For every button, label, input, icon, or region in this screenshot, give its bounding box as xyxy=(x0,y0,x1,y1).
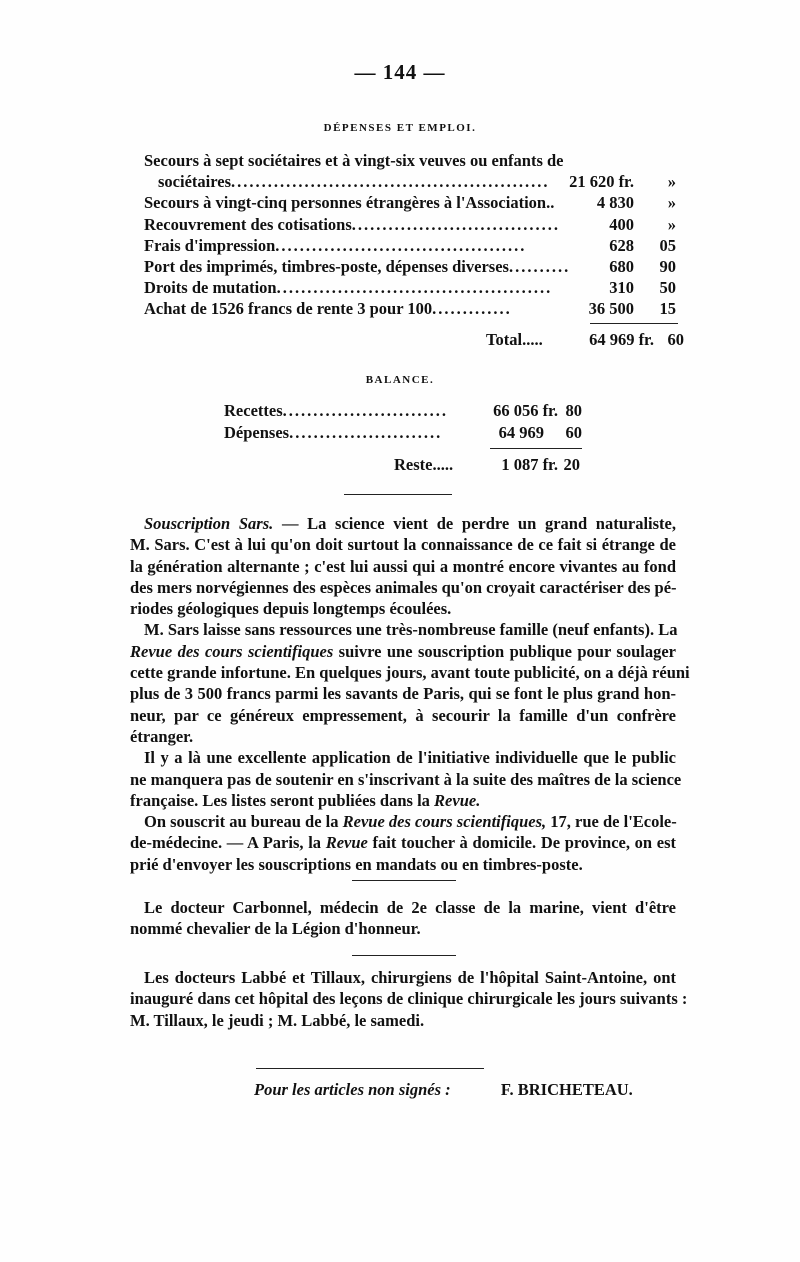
text-line: Il y a là une excellente application de l'initiative individuelle que le public xyxy=(144,748,676,768)
sars-article xyxy=(130,513,690,875)
expense-label-dotted: Frais d'impression......................................... xyxy=(144,235,527,255)
expense-amount: 680 xyxy=(609,256,634,276)
text-line: cette grande infortune. En quelques jours, avant toute publicité, on a déjà réuni xyxy=(130,663,690,683)
balance-table xyxy=(224,400,594,444)
expense-cents: » xyxy=(667,214,676,234)
expense-row xyxy=(144,150,684,171)
expense-row xyxy=(144,214,684,235)
expense-label: Recouvrement des cotisations xyxy=(144,214,352,234)
text-line: étranger. xyxy=(130,726,194,746)
expense-label: Frais d'impression xyxy=(144,235,276,255)
expense-label-dotted: Port des imprimés, timbres-poste, dépenses diverses.......... xyxy=(144,256,571,276)
text-span: de-médecine. — A Paris, la xyxy=(130,833,326,853)
text-line: neur, par ce généreux empressement, à secourir la famille d'un confrère xyxy=(130,705,676,725)
expense-cents: 15 xyxy=(659,299,676,319)
section-divider xyxy=(256,1068,484,1069)
expense-label-dotted: Achat de 1526 francs de rente 3 pour 100............. xyxy=(144,299,512,319)
expense-label: Port des imprimés, timbres-poste, dépenses diverses xyxy=(144,256,509,276)
depenses-label: Dépenses xyxy=(224,423,290,442)
expense-amount: 310 xyxy=(609,278,634,298)
reste-cents: 20 xyxy=(563,455,580,474)
expense-row xyxy=(144,171,684,192)
text-line xyxy=(130,641,676,662)
total-label: Total..... xyxy=(486,330,543,349)
journal-name: Revue des cours scientifiques xyxy=(130,641,334,661)
expense-amount: 36 500 xyxy=(588,299,634,319)
balance-rule xyxy=(490,448,582,449)
journal-name: Revue xyxy=(325,833,368,853)
text-line: M. Tillaux, le jeudi ; M. Labbé, le samedi. xyxy=(130,1010,425,1030)
total-rule xyxy=(590,323,678,324)
text-span: 17, rue de l'Ecole- xyxy=(546,812,677,832)
expense-amount: 628 xyxy=(609,235,634,255)
balance-label-dotted: Recettes........................... xyxy=(224,401,448,420)
signature-note: Pour les articles non signés : xyxy=(254,1080,451,1099)
text-span: On souscrit au bureau de la xyxy=(144,812,343,832)
total-cents: 60 xyxy=(667,330,684,349)
expense-label-dotted: Droits de mutation............................................. xyxy=(144,278,553,298)
expense-cents: » xyxy=(667,172,676,192)
text-line: ne manquera pas de soutenir en s'inscrivant à la suite des maîtres de la science xyxy=(130,769,682,789)
expense-label: Secours à sept sociétaires et à vingt-six veuves ou enfants de xyxy=(144,151,564,170)
depenses-amount: 64 969 xyxy=(498,423,544,442)
text-line: nommé chevalier de la Légion d'honneur. xyxy=(130,919,421,939)
journal-name: Revue. xyxy=(434,790,481,810)
reste-label: Reste..... xyxy=(394,455,454,474)
text-line: plus de 3 500 francs parmi les savants de Paris, qui se font le plus grand hon- xyxy=(130,684,676,704)
text-line: prié d'envoyer les souscriptions en mandats ou en timbres-poste. xyxy=(130,854,583,874)
expense-label: Secours à vingt-cinq personnes étrangères à l'Association.. xyxy=(144,193,555,213)
signature-name: F. BRICHETEAU. xyxy=(500,1080,633,1099)
sars-heading: Souscription Sars. xyxy=(144,514,274,533)
expense-cents: 90 xyxy=(659,256,676,276)
text-line: inauguré dans cet hôpital des leçons de clinique chirurgicale les jours suivants : xyxy=(130,989,688,1009)
text-line: Les docteurs Labbé et Tillaux, chirurgiens de l'hôpital Saint-Antoine, ont xyxy=(144,968,676,987)
text-line xyxy=(130,513,676,534)
section-divider xyxy=(352,955,456,956)
text-line: M. Sars laisse sans ressources une très-nombreuse famille (neuf enfants). La xyxy=(144,620,678,640)
expense-label-dotted: sociétaires.................................................... xyxy=(158,172,550,192)
expense-amount: 400 xyxy=(609,214,634,234)
text-span: suivre une souscription publique pour soulager xyxy=(333,641,676,661)
text-line xyxy=(130,790,676,811)
text-line: Le docteur Carbonnel, médecin de 2e classe de la marine, vient d'être xyxy=(144,898,676,917)
total-amount: 64 969 fr. xyxy=(589,330,654,349)
expense-label-dotted: Recouvrement des cotisations.................................. xyxy=(144,214,560,234)
text-line: la génération alternante ; c'est lui aussi qui a montré encore vivantes au fond xyxy=(130,556,676,576)
reste-amount: 1 087 fr. xyxy=(501,455,558,474)
page-number: — 144 — xyxy=(354,60,446,84)
section-divider xyxy=(352,880,456,881)
balance-title: BALANCE. xyxy=(365,374,435,386)
signature xyxy=(254,1080,633,1100)
text-line xyxy=(130,811,676,832)
expense-row xyxy=(144,298,684,319)
balance-label-dotted: Dépenses......................... xyxy=(224,423,443,442)
carbonnel-note xyxy=(130,897,676,940)
expense-label-cont: sociétaires xyxy=(158,172,232,192)
expense-amount: 4 830 xyxy=(596,193,634,213)
expenses-table xyxy=(144,150,684,320)
expense-row xyxy=(144,192,684,213)
expense-cents: 50 xyxy=(659,278,676,298)
balance-row xyxy=(224,400,594,422)
text-line: M. Sars. C'est à lui qu'on doit surtout la connaissance de ce fait si étrange de xyxy=(130,535,676,555)
text-line: des mers norvégiennes des espèces animales qu'on croyait caractériser des pé- xyxy=(130,577,677,597)
recettes-amount: 66 056 fr. xyxy=(493,401,558,420)
labbe-note xyxy=(130,967,688,1031)
expense-amount: 21 620 fr. xyxy=(569,172,634,192)
section-divider xyxy=(344,494,452,495)
expense-cents: » xyxy=(667,193,676,213)
journal-name: Revue des cours scientifiques, xyxy=(342,812,547,832)
expense-label: Achat de 1526 francs de rente 3 pour 100 xyxy=(144,299,433,319)
expense-row xyxy=(144,277,684,298)
expense-cents: 05 xyxy=(659,235,676,255)
text-line xyxy=(130,832,676,853)
expense-row xyxy=(144,256,684,277)
expense-row xyxy=(144,235,684,256)
text-span: française. Les listes seront publiées dans la xyxy=(130,790,435,810)
depenses-cents: 60 xyxy=(565,423,582,442)
expense-label: Droits de mutation xyxy=(144,278,277,298)
balance-row xyxy=(224,422,594,444)
text-line: riodes géologiques depuis longtemps écoulées. xyxy=(130,599,452,619)
text-span: fait toucher à domicile. De province, on est xyxy=(367,833,676,853)
text-span: — La science vient de perdre un grand naturaliste, xyxy=(273,514,676,533)
recettes-label: Recettes xyxy=(224,401,283,420)
recettes-cents: 80 xyxy=(565,401,582,420)
expenses-title: DÉPENSES ET EMPLOI. xyxy=(323,122,477,134)
